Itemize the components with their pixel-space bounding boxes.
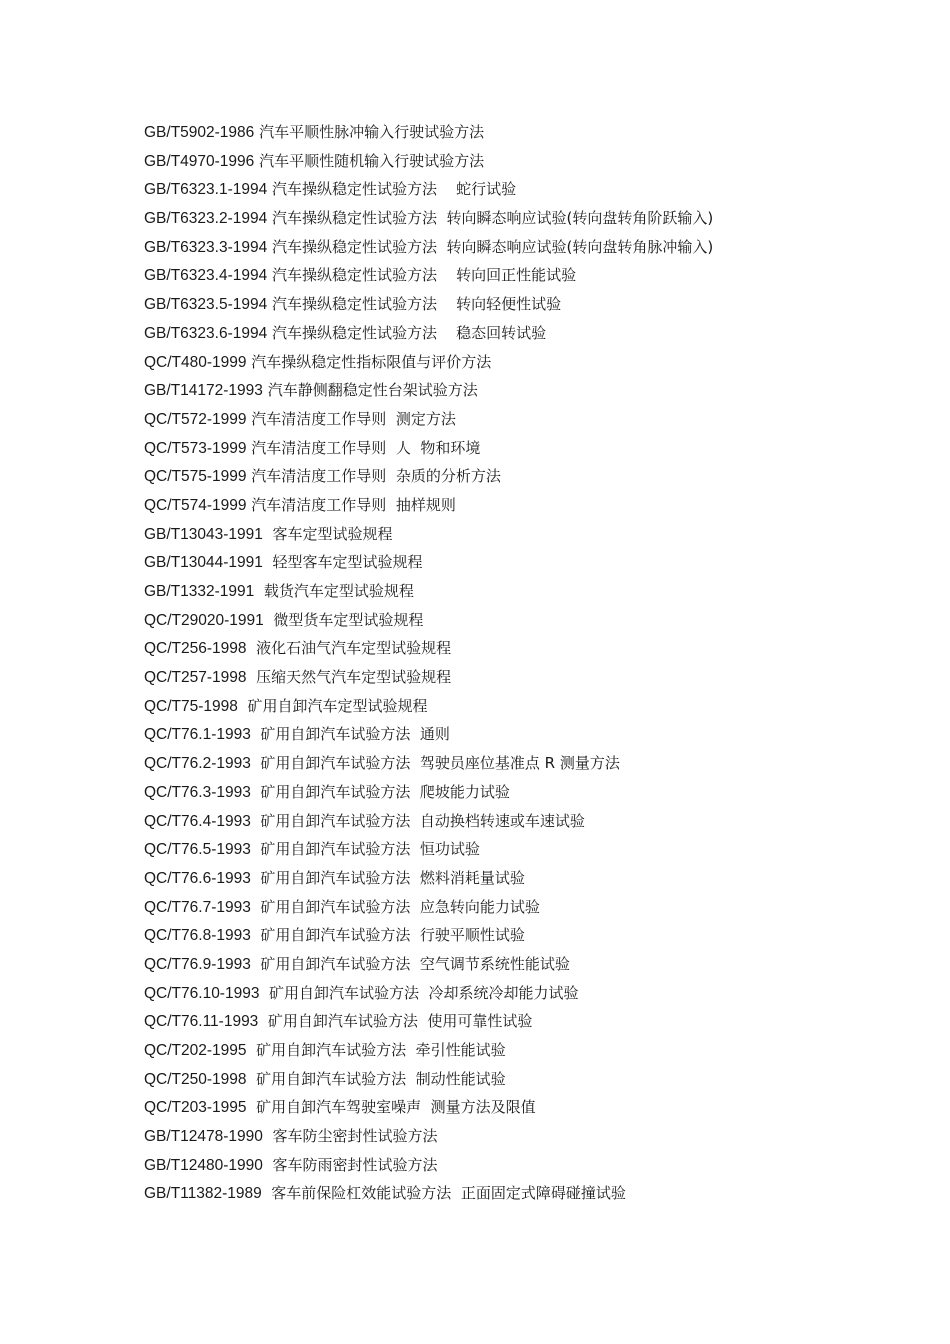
standard-line [144,1007,713,1036]
standard-title: 汽车操纵稳定性指标限值与评价方法 [246,352,492,371]
standard-line [144,1093,713,1122]
standard-line [144,749,713,778]
standard-code: GB/T6323.2-1994 [144,210,268,228]
standard-line [144,290,713,319]
standard-line [144,807,713,836]
standard-code: GB/T1332-1991 [144,583,255,600]
standards-list [144,118,713,1208]
standard-line [144,118,713,147]
standard-line [144,835,713,864]
standard-title: 矿用自卸汽车试验方法 冷却系统冷却能力试验 [259,983,579,1002]
standard-line [144,233,713,262]
standard-line [144,548,713,577]
standard-line [144,434,713,463]
standard-title: 微型货车定型试验规程 [263,610,424,629]
standard-title: 汽车操纵稳定性试验方法 转向轻便性试验 [267,295,562,314]
standard-line [144,462,713,491]
standard-title: 汽车操纵稳定性试验方法 转向瞬态响应试验(转向盘转角脉冲输入) [267,237,714,256]
standard-line [144,348,713,377]
standard-code: GB/T6323.6-1994 [144,324,268,342]
standard-title: 汽车操纵稳定性试验方法 稳态回转试验 [267,323,547,342]
standard-title: 汽车操纵稳定性试验方法 转向回正性能试验 [267,266,577,285]
standard-line [144,577,713,606]
standard-title: 压缩天然气汽车定型试验规程 [246,668,452,687]
standard-code: QC/T76.10-1993 [144,984,260,1002]
standard-code: QC/T76.4-1993 [144,812,251,830]
standard-code: QC/T76.8-1993 [144,927,251,945]
standard-title: 汽车平顺性脉冲输入行驶试验方法 [254,123,485,141]
standard-code: QC/T76.3-1993 [144,783,251,801]
standard-title: 载货汽车定型试验规程 [254,582,414,600]
standard-line [144,1151,713,1180]
standard-title: 矿用自卸汽车试验方法 应急转向能力试验 [250,897,540,916]
standard-line [144,261,713,290]
standard-code: QC/T575-1999 [144,468,247,486]
standard-code: GB/T6323.5-1994 [144,296,268,314]
standard-line [144,491,713,520]
standard-line [144,520,713,549]
standard-title: 矿用自卸汽车试验方法 驾驶员座位基准点 R 测量方法 [250,754,620,773]
standard-line [144,1065,713,1094]
standard-code: QC/T250-1998 [144,1070,247,1088]
standard-line [144,778,713,807]
standard-code: GB/T6323.4-1994 [144,267,268,285]
standard-code: QC/T202-1995 [144,1042,247,1059]
standard-title: 矿用自卸汽车试验方法 恒功试验 [250,840,480,859]
standard-code: QC/T76.5-1993 [144,841,251,859]
standard-code: GB/T13044-1991 [144,554,263,572]
standard-code: GB/T6323.3-1994 [144,238,268,256]
standard-title: 汽车操纵稳定性试验方法 转向瞬态响应试验(转向盘转角阶跃输入) [267,209,714,228]
standard-line [144,319,713,348]
standard-line [144,950,713,979]
standard-line [144,663,713,692]
standard-line [144,692,713,721]
standard-line [144,864,713,893]
standard-title: 矿用自卸汽车试验方法 行驶平顺性试验 [250,926,525,945]
standard-line [144,1122,713,1151]
standard-code: QC/T76.6-1993 [144,869,251,887]
standard-title: 矿用自卸汽车驾驶室噪声 测量方法及限值 [246,1098,536,1117]
standard-title: 客车定型试验规程 [262,524,393,543]
standard-title: 矿用自卸汽车试验方法 燃料消耗量试验 [250,868,525,887]
standard-title: 矿用自卸汽车试验方法 牵引性能试验 [246,1041,506,1059]
standard-code: QC/T76.11-1993 [144,1013,259,1031]
standard-title: 客车防雨密封性试验方法 [262,1155,438,1174]
standard-line [144,893,713,922]
standard-title: 矿用自卸汽车试验方法 空气调节系统性能试验 [250,954,570,973]
standard-title: 矿用自卸汽车试验方法 通则 [250,725,450,744]
standard-title: 客车前保险杠效能试验方法 正面固定式障碍碰撞试验 [261,1184,626,1203]
standard-line [144,405,713,434]
standard-code: QC/T76.1-1993 [144,726,251,744]
standard-line [144,147,713,176]
standard-title: 矿用自卸汽车试验方法 制动性能试验 [246,1069,506,1088]
standard-title: 矿用自卸汽车定型试验规程 [237,696,428,715]
standard-title: 汽车静侧翻稳定性台架试验方法 [262,381,478,400]
standard-code: QC/T76.9-1993 [144,955,251,973]
standard-line [144,979,713,1008]
standard-line [144,606,713,635]
standard-line [144,921,713,950]
standard-title: 汽车平顺性随机输入行驶试验方法 [254,151,485,170]
standard-code: QC/T574-1999 [144,496,247,514]
standard-line [144,1179,713,1208]
standard-title: 液化石油气汽车定型试验规程 [246,639,452,658]
standard-code: QC/T203-1995 [144,1099,247,1117]
standard-code: QC/T256-1998 [144,640,247,658]
standard-code: QC/T76.2-1993 [144,755,251,773]
standard-line [144,720,713,749]
standard-code: QC/T75-1998 [144,697,238,715]
standard-code: GB/T11382-1989 [144,1185,262,1203]
standard-title: 矿用自卸汽车试验方法 自动换档转速或车速试验 [250,811,585,830]
standard-line [144,175,713,204]
standard-code: GB/T6323.1-1994 [144,181,268,199]
standard-code: GB/T13043-1991 [144,525,263,543]
standard-line [144,1036,713,1065]
standard-line [144,634,713,663]
standard-code: QC/T573-1999 [144,439,247,457]
standard-title: 矿用自卸汽车试验方法 使用可靠性试验 [258,1012,533,1031]
standard-code: GB/T14172-1993 [144,382,263,400]
standard-code: QC/T29020-1991 [144,611,264,629]
standard-title: 轻型客车定型试验规程 [262,553,423,572]
standard-line [144,376,713,405]
standard-title: 汽车清洁度工作导则 人 物和环境 [246,438,481,457]
standard-code: QC/T480-1999 [144,353,247,371]
standard-title: 客车防尘密封性试验方法 [262,1127,438,1146]
standard-title: 汽车清洁度工作导则 测定方法 [246,409,456,428]
standard-code: QC/T257-1998 [144,669,247,687]
standard-code: GB/T5902-1986 [144,124,255,141]
standard-title: 汽车操纵稳定性试验方法 蛇行试验 [267,180,517,199]
standard-code: GB/T4970-1996 [144,152,255,170]
standard-code: QC/T76.7-1993 [144,898,251,916]
standard-code: GB/T12480-1990 [144,1156,263,1174]
standard-title: 汽车清洁度工作导则 杂质的分析方法 [246,467,501,486]
standard-code: QC/T572-1999 [144,410,247,428]
standard-title: 矿用自卸汽车试验方法 爬坡能力试验 [250,782,510,801]
standard-line [144,204,713,233]
standard-code: GB/T12478-1990 [144,1128,263,1146]
standard-title: 汽车清洁度工作导则 抽样规则 [246,495,456,514]
